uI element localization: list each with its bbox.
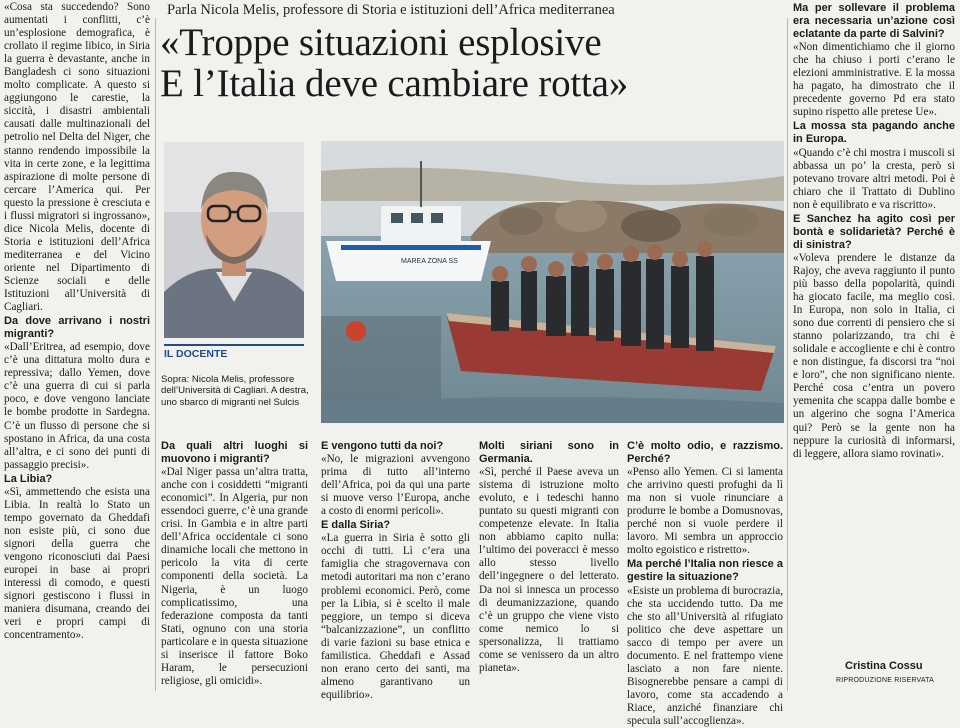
question-paragraph: Da dove arrivano i nostri migranti? xyxy=(4,315,150,341)
question-paragraph: Ma per sollevare il problema era necessaria un’azione così eclatante da parte di Salvini? xyxy=(793,2,955,41)
migrant-boat-photo xyxy=(321,141,784,423)
body-paragraph: «Dall’Eritrea, ad esempio, dove c’è una dittatura molto dura e repressiva; dallo Yemen, dove c’è una guerra di cui si parla poco, e dove vengono lanciate le bombe prodotte in Sardegna. C’è un flusso di persone che si spostano in Africa, da una costa all’altra, e ci sono dei punti di passaggio precisi». xyxy=(4,341,150,471)
column-2 xyxy=(161,439,308,691)
copyright-notice: RIPRODUZIONE RISERVATA xyxy=(836,677,935,684)
question-paragraph: Ma perché l’Italia non riesce a gestire la situazione? xyxy=(627,558,783,584)
column-4 xyxy=(479,439,619,691)
body-paragraph: «La guerra in Siria è sotto gli occhi di tutti. Lì c’era una famiglia che stragovernava con metodi autoritari ma non c’erano problemi economici. Però, come per la Libia, si è scelto il male peggiore, un tempo si diceva “balcanizzazione”, un conflitto di varie fazioni su base etnica e familistica. Gheddafi e Assad non erano certo dei santi, ma almeno garantivano un equilibrio». xyxy=(321,532,470,701)
question-paragraph: La Libia? xyxy=(4,472,53,485)
body-paragraph: «Voleva prendere le distanze da Rajoy, che aveva raggiunto il punto più basso della popolarità, quindi ha giocato facile, ma meglio così. In Europa, non solo in Italia, ci sono due correnti di pensiero che si stanno polarizzando, tra chi è solidale e accogliente e chi è contro e non distingue, fa discorsi tra “noi e loro”, che non significano niente. Perché cosa c’entra un povero yemenita che scappa dalle bombe e un algerino che sogna l’America qui? Però se la gente non ha neppure la curiosità di informarsi, di leggere, allora siamo rovinati». xyxy=(793,251,955,460)
question-paragraph: La mossa sta pagando anche in Europa. xyxy=(793,120,955,146)
body-paragraph: «Sì, perché il Paese aveva un sistema di istruzione molto evoluto, e i tedeschi hanno puntato su questi migranti con competenze elevate. In Italia non abbiamo capito nulla: l’ultimo dei poveracci è messo allo stesso livello dell’ingegnere o del letterato. Da noi si innesca un processo di deumanizzazione, quando c’è un gruppo che viene visto come nemico lo si spersonalizza, li trattiamo come se venissero da un altro pianeta». xyxy=(479,466,619,674)
body-paragraph: «Non dimentichiamo che il giorno che ha chiuso i porti c’erano le elezioni amministrative. E la mossa ha pagato, ha dimostrato che il precedente governo Pd era stato supino rispetto alle pretese Ue». xyxy=(793,41,955,119)
headline-line-2: E l’Italia deve cambiare rotta» xyxy=(160,62,629,105)
column-separator xyxy=(155,18,156,691)
headline xyxy=(160,22,628,104)
question-paragraph: E vengono tutti da noi? xyxy=(321,440,444,452)
body-paragraph: «Dal Niger passa un’altra tratta, anche con i cosiddetti “migranti economici”. In Algeria, pur non essendoci guerre, c’è una grande crisi. In Gambia e in altre parti dell’Africa occidentale ci sono dinamiche locali che mettono in pericolo la vita di certe componenti della società. La Nigeria, è un luogo complicatissimo, una federazione composta da tanti Stati, ognuno con una storia particolare e in questa situazione si inserisce il fattore Boko Haram, le persecuzioni religiose, gli omicidi». xyxy=(161,466,308,687)
photo-caption: Sopra: Nicola Melis, professore dell’Università di Cagliari. A destra, uno sbarco di migranti nel Sulcis xyxy=(161,374,309,408)
body-paragraph: «Cosa sta succedendo? Sono aumentati i conflitti, c’è un’esplosione demografica, è crollato il regime libico, in Siria la guerra è devastante, anche in Bangladesh ci sono situazioni molto complicate. A questo si aggiungono le carestie, la siccità, i disastri ambientali causati dalle multinazionali del petrolio nel Delta del Niger, che stanno rendendo impossibile la vita in certe zone, e la legittima aspirazione di molte persone di cercare l’America qui. Per questo la pressione è cresciuta e i flussi migratori si ingrossano», dice Nicola Melis, docente di Storia e istituzioni dell’Africa mediterranea e del Vicino oriente nel Dipartimento di Scienze sociali e delle Istituzioni all’Università di Cagliari. xyxy=(4,1,150,314)
kicker: Parla Nicola Melis, professore di Storia e istituzioni dell’Africa mediterranea xyxy=(167,2,615,18)
question-paragraph: E dalla Siria? xyxy=(321,519,391,532)
body-paragraph: «Sì, ammettendo che esista una Libia. In realtà lo Stato un tempo governato da Gheddafi non esiste più, ci sono due signori della guerra che vengono riconosciuti dai Paesi europei in base ai propri interessi di comodo, e questi signori gestiscono i flussi in maniera disumana, creando dei veri e propri campi di concentramento». xyxy=(4,485,150,642)
portrait-photo xyxy=(164,142,304,338)
question-paragraph: Da quali altri luoghi si muovono i migranti? xyxy=(161,440,308,466)
column-6 xyxy=(793,1,955,656)
column-separator xyxy=(787,18,788,691)
byline: Cristina Cossu xyxy=(845,660,923,672)
column-5 xyxy=(627,439,783,727)
question-paragraph: Molti siriani sono in Germania. xyxy=(479,440,619,466)
photo-tag: IL DOCENTE xyxy=(164,348,228,360)
body-paragraph: «Esiste un problema di burocrazia, che sta uccidendo tutto. Da me che sto all’Università al rifugiato politico che deve aspettare un sacco di tempo per avere un documento. E nel frattempo viene lasciato a non fare niente. Bisognerebbe pensare a campi di lavoro, come sta accadendo a Riace, anziché finanziare chi specula sull’accoglienza». xyxy=(627,584,783,727)
boat-registration: MAREA ZONA SS xyxy=(401,258,458,265)
body-paragraph: «Quando c’è chi mostra i muscoli si abbassa un po’ la cresta, però si potevano trovare altri metodi. Poi è chiaro che il Trattato di Dublino non è equilibrato e va riscritto». xyxy=(793,146,955,211)
photo-tag-bar xyxy=(164,344,304,346)
column-1 xyxy=(4,1,150,691)
column-3 xyxy=(321,439,470,701)
question-paragraph: E Sanchez ha agito così per bontà e solidarietà? Perché è di sinistra? xyxy=(793,212,955,251)
question-paragraph: C’è molto odio, e razzismo. Perché? xyxy=(627,440,783,466)
headline-line-1: «Troppe situazioni esplosive xyxy=(160,21,602,64)
body-paragraph: «No, le migrazioni avvengono prima di tutto all’interno dell’Africa, poi da qui una parte si muove verso l’Europa, anche a costo di enormi pericoli». xyxy=(321,453,470,518)
body-paragraph: «Penso allo Yemen. Ci si lamenta che arrivino questi profughi da lì ma non si vuole rinunciare a produrre le bombe a Domusnovas, perché non si vuole perdere il lavoro. Mi sembra un approccio molto egoistico e ristretto». xyxy=(627,466,783,557)
